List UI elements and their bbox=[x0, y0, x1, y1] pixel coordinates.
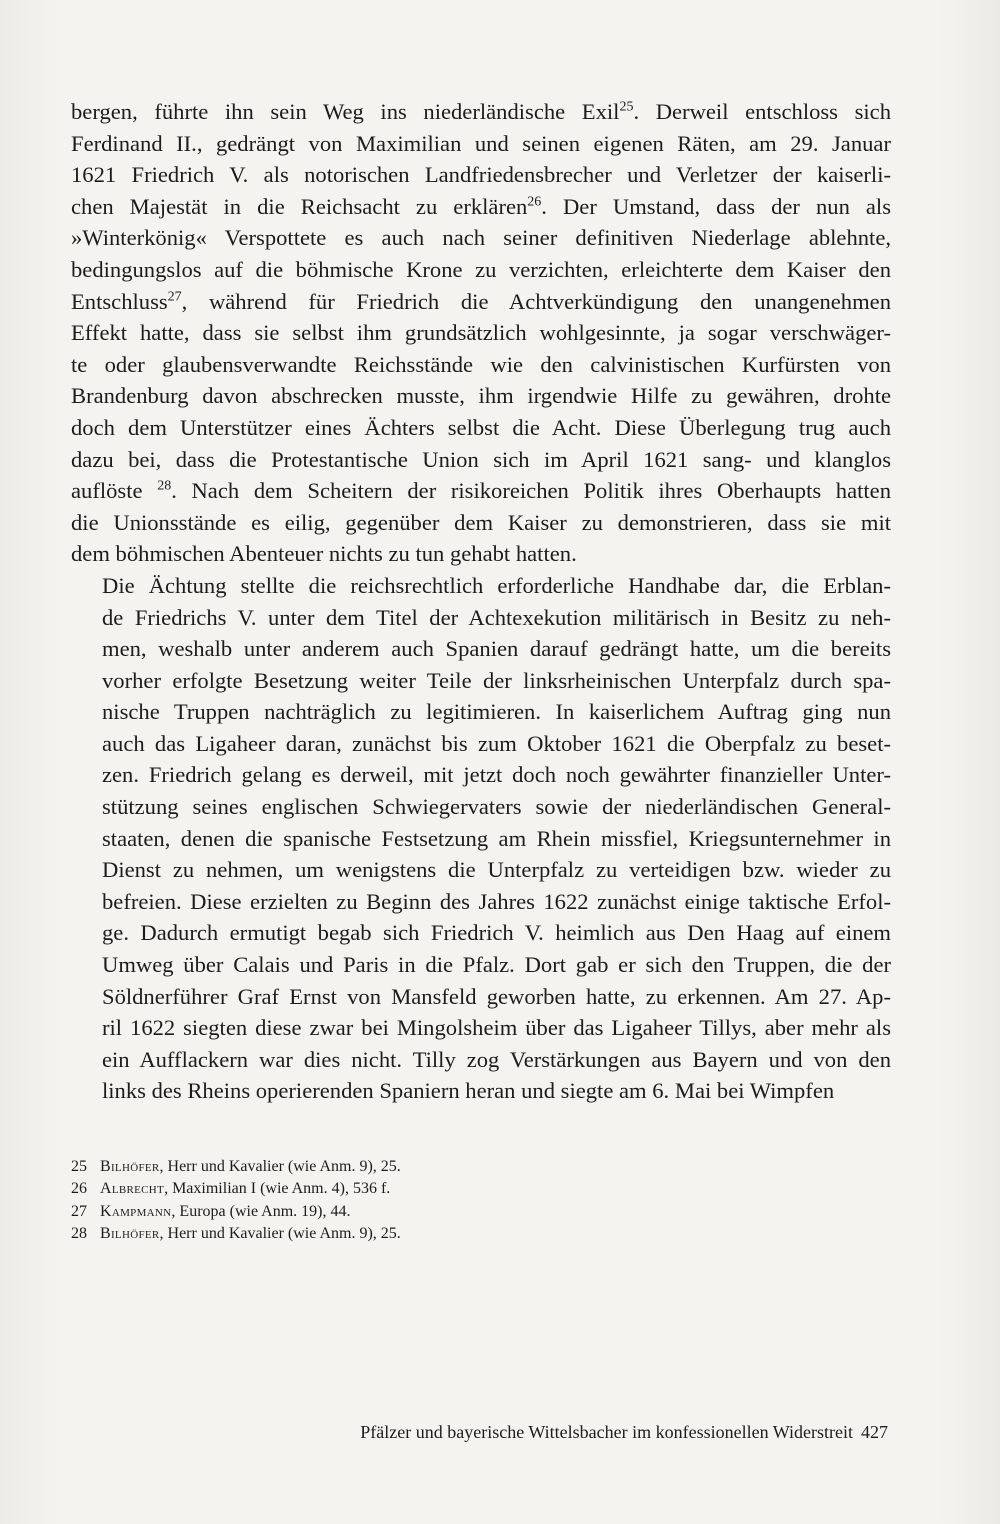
text-line bbox=[71, 665, 891, 697]
text-line bbox=[71, 759, 891, 791]
footnote-ref: 28 bbox=[157, 478, 172, 494]
text-line bbox=[71, 444, 891, 476]
text-line bbox=[71, 380, 891, 412]
line-text: stützung seines englischen Schwiegervaters sowie der niederländischen General- bbox=[102, 794, 891, 820]
body-text bbox=[71, 96, 891, 1107]
line-text: zen. Friedrich gelang es derweil, mit jetzt doch noch gewährter finanzieller Unter- bbox=[102, 762, 891, 788]
line-text: links des Rheins operierenden Spaniern heran und siegte am 6. Mai bei Wimpfen bbox=[102, 1078, 835, 1104]
line-text: Entschluss bbox=[71, 288, 168, 314]
line-text: auch das Ligaheer daran, zunächst bis zum Oktober 1621 die Oberpfalz zu beset- bbox=[102, 730, 891, 756]
text-line bbox=[71, 286, 891, 318]
line-text: vorher erfolgte Besetzung weiter Teile der linksrheinischen Unterpfalz durch spa- bbox=[102, 667, 891, 693]
line-text: . Der Umstand, dass der nun als bbox=[541, 193, 892, 219]
footnote-text: , Herr und Kavalier (wie Anm. 9), 25. bbox=[159, 1158, 401, 1175]
footnote-number: 26 bbox=[71, 1180, 87, 1198]
footnote-number: 28 bbox=[71, 1225, 87, 1243]
paragraph-2 bbox=[71, 570, 891, 1107]
running-footer bbox=[71, 1422, 888, 1443]
footnote-author: Albrecht bbox=[100, 1180, 165, 1198]
line-text: befreien. Diese erzielten zu Beginn des Jahres 1622 zunächst einige taktische Erfol- bbox=[102, 888, 891, 914]
line-text: doch dem Unterstützer eines Ächters selbst die Acht. Diese Überlegung trug auch bbox=[71, 414, 891, 440]
footnote-27 bbox=[71, 1201, 891, 1223]
text-line bbox=[71, 412, 891, 444]
text-line bbox=[71, 949, 891, 981]
footnote-ref: 26 bbox=[527, 194, 542, 210]
page-number: 427 bbox=[861, 1422, 888, 1442]
line-text: Effekt hatte, dass sie selbst ihm grundsätzlich wohlgesinnte, ja sogar verschwäger- bbox=[71, 320, 891, 346]
line-text: Dienst zu nehmen, um wenigstens die Unterpfalz zu verteidigen bzw. wieder zu bbox=[102, 857, 891, 883]
text-line bbox=[71, 1012, 891, 1044]
text-line bbox=[71, 349, 891, 381]
footnote-author: Bilhöfer bbox=[100, 1158, 160, 1175]
footnote-26 bbox=[71, 1178, 891, 1200]
footnote-ref: 27 bbox=[167, 288, 182, 304]
paragraph-1 bbox=[71, 96, 891, 570]
line-text: chen Majestät in die Reichsacht zu erklären bbox=[71, 193, 528, 219]
text-line bbox=[71, 728, 891, 760]
line-text: »Winterkönig« Verspottete es auch nach seiner definitiven Niederlage ablehnte, bbox=[71, 225, 891, 251]
text-line bbox=[71, 633, 891, 665]
text-line bbox=[71, 570, 891, 602]
line-text: die Unionsstände es eilig, gegenüber dem Kaiser zu demonstrieren, dass sie mit bbox=[71, 509, 891, 535]
text-line bbox=[71, 507, 891, 539]
text-line bbox=[71, 159, 891, 191]
text-line bbox=[71, 981, 891, 1013]
line-text: auflöste bbox=[71, 478, 158, 504]
text-line bbox=[71, 222, 891, 254]
footnote-25 bbox=[71, 1156, 891, 1178]
running-title: Pfälzer und bayerische Wittelsbacher im konfessionellen Widerstreit bbox=[360, 1422, 853, 1442]
text-line bbox=[71, 1044, 891, 1076]
text-line bbox=[71, 475, 891, 507]
footnotes bbox=[71, 1156, 891, 1246]
text-line bbox=[71, 823, 891, 855]
line-text: 1621 Friedrich V. als notorischen Landfriedensbrecher und Verletzer der kaiserli- bbox=[71, 162, 891, 188]
line-text: Söldnerführer Graf Ernst von Mansfeld geworben hatte, zu erkennen. Am 27. Ap- bbox=[102, 983, 891, 1009]
text-line bbox=[71, 1075, 891, 1107]
text-line bbox=[71, 886, 891, 918]
footnote-text: , Herr und Kavalier (wie Anm. 9), 25. bbox=[159, 1225, 401, 1243]
footnote-ref: 25 bbox=[619, 99, 634, 115]
text-line bbox=[71, 96, 891, 128]
line-text: ril 1622 siegten diese zwar bei Mingolsheim über das Ligaheer Tillys, aber mehr als bbox=[102, 1015, 891, 1041]
line-text: bergen, führte ihn sein Weg ins niederländische Exil bbox=[71, 99, 620, 124]
line-text: Ferdinand II., gedrängt von Maximilian und seinen eigenen Räten, am 29. Januar bbox=[71, 130, 891, 156]
line-text: te oder glaubensverwandte Reichsstände wie den calvinistischen Kurfürsten von bbox=[71, 351, 891, 377]
line-text: Brandenburg davon abschrecken musste, ihm irgendwie Hilfe zu gewähren, drohte bbox=[71, 383, 891, 409]
line-text: dazu bei, dass die Protestantische Union sich im April 1621 sang- und klanglos bbox=[71, 446, 891, 472]
line-text: , während für Friedrich die Achtverkündigung den unangenehmen bbox=[181, 288, 891, 314]
text-line bbox=[71, 854, 891, 886]
footnote-number: 27 bbox=[71, 1202, 87, 1220]
line-text: Die Ächtung stellte die reichsrechtlich erforderliche Handhabe dar, die Erblan- bbox=[102, 572, 891, 598]
footnote-text: , Europa (wie Anm. 19), 44. bbox=[171, 1202, 351, 1220]
line-text: dem böhmischen Abenteuer nichts zu tun gehabt hatten. bbox=[71, 541, 577, 567]
text-line bbox=[71, 128, 891, 160]
text-line bbox=[71, 917, 891, 949]
line-text: nische Truppen nachträglich zu legitimieren. In kaiserlichem Auftrag ging nun bbox=[102, 699, 891, 725]
line-text: men, weshalb unter anderem auch Spanien darauf gedrängt hatte, um die bereits bbox=[102, 636, 891, 662]
footnote-author: Kampmann bbox=[100, 1202, 172, 1220]
text-line bbox=[71, 696, 891, 728]
text-line bbox=[71, 254, 891, 286]
line-text: Umweg über Calais und Paris in die Pfalz. Dort gab er sich den Truppen, die der bbox=[102, 952, 891, 978]
text-line bbox=[71, 191, 891, 223]
footnote-text: , Maximilian I (wie Anm. 4), 536 f. bbox=[164, 1180, 391, 1198]
line-text: . Derweil entschloss sich bbox=[633, 99, 891, 124]
footnote-number: 25 bbox=[71, 1158, 87, 1175]
text-line bbox=[71, 538, 891, 570]
footnote-author: Bilhöfer bbox=[100, 1225, 160, 1243]
text-line bbox=[71, 317, 891, 349]
line-text: ein Aufflackern war dies nicht. Tilly zog Verstärkungen aus Bayern und von den bbox=[102, 1046, 891, 1072]
line-text: bedingungslos auf die böhmische Krone zu verzichten, erleichterte dem Kaiser den bbox=[71, 256, 891, 282]
line-text: staaten, denen die spanische Festsetzung am Rhein missfiel, Kriegsunternehmer in bbox=[102, 825, 891, 851]
footnote-28 bbox=[71, 1223, 891, 1245]
line-text: . Nach dem Scheitern der risikoreichen Politik ihres Oberhaupts hatten bbox=[171, 478, 892, 504]
text-line bbox=[71, 791, 891, 823]
text-line bbox=[71, 602, 891, 634]
line-text: de Friedrichs V. unter dem Titel der Achtexekution militärisch in Besitz zu neh- bbox=[102, 604, 891, 630]
line-text: ge. Dadurch ermutigt begab sich Friedrich V. heimlich aus Den Haag auf einem bbox=[102, 920, 891, 946]
